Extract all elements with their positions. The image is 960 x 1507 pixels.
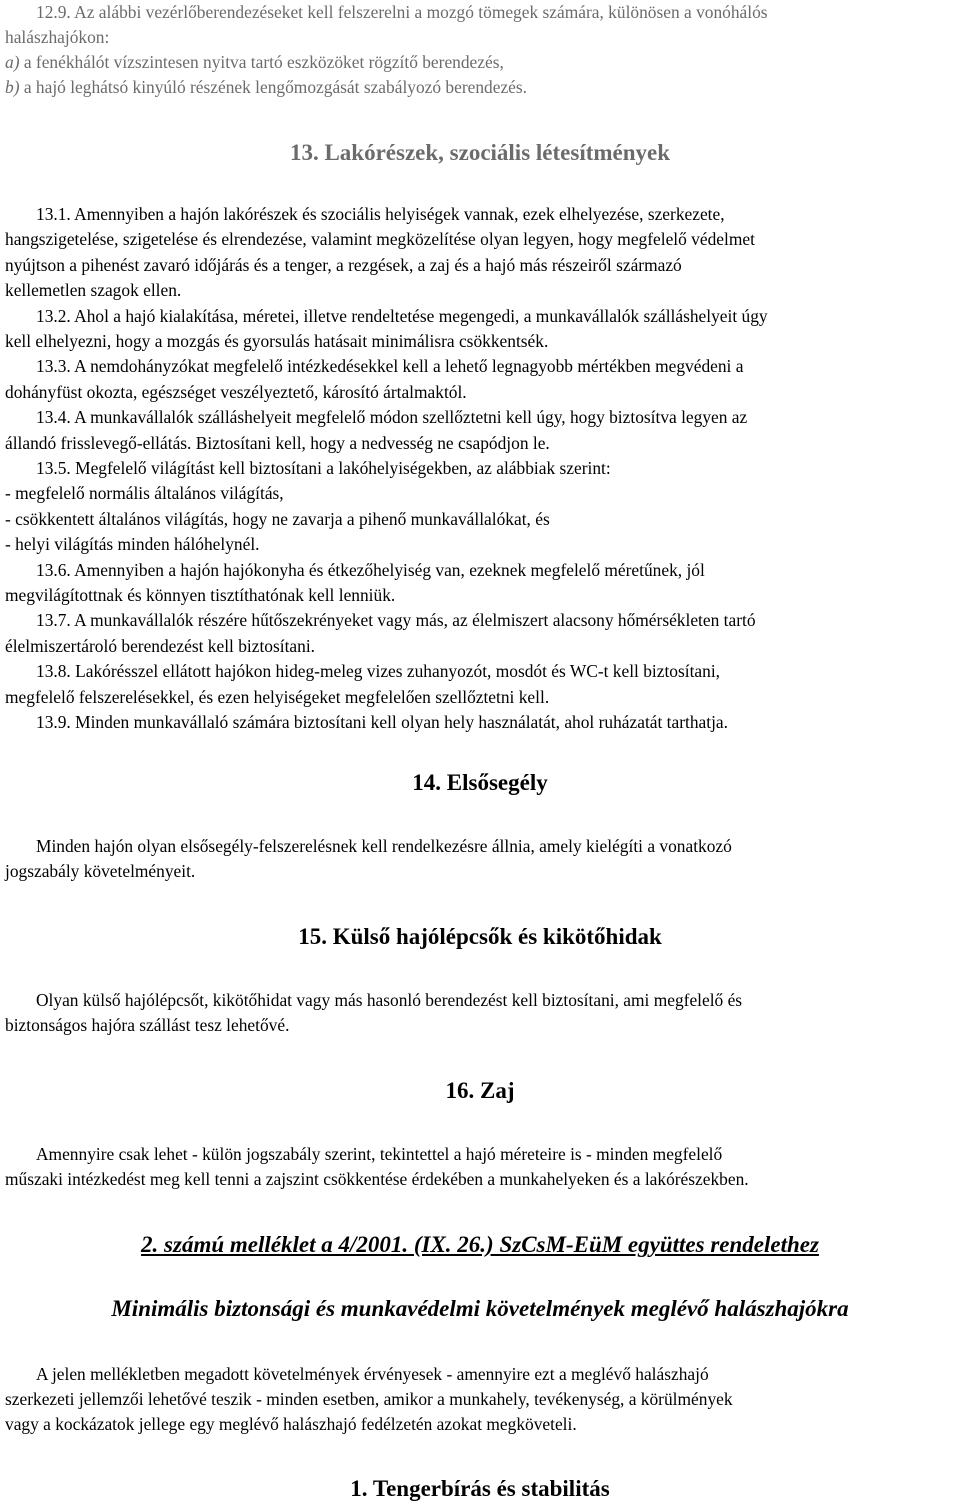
section-13-line: - csökkentett általános világítás, hogy ne zavarja a pihenő munkavállalókat, és — [5, 509, 550, 529]
section-13-line: nyújtson a pihenést zavaró időjárás és a tenger, a rezgések, a zaj és a hajó más részeiről származó — [5, 255, 682, 275]
annex-title: 2. számú melléklet a 4/2001. (IX. 26.) SzCsM-EüM együttes rendelethez — [141, 1232, 819, 1257]
list-marker-a: a) — [5, 52, 20, 72]
section-13-line: megvilágítottnak és könnyen tisztíthatónak kell lenniük. — [5, 585, 396, 605]
annex-section-1-heading: 1. Tengerbírás és stabilitás — [350, 1476, 610, 1501]
section-13-line: élelmiszertároló berendezést kell biztosítani. — [5, 636, 316, 656]
annex-line: szerkezeti jellemzői lehetővé teszik - minden esetben, amikor a munkahely, tevékenység, a körülmények — [5, 1389, 733, 1409]
section-13-line: 13.3. A nemdohányzókat megfelelő intézkedésekkel kell a lehető legnagyobb mértékben megvédeni a — [36, 356, 744, 376]
section-14-line: jogszabály követelményeit. — [5, 861, 196, 881]
section-13-line: 13.5. Megfelelő világítást kell biztosítani a lakóhelyiségekben, az alábbiak szerint: — [36, 458, 611, 478]
section-13-line: kell elhelyezni, hogy a mozgás és gyorsulás hatásait minimálisra csökkentsék. — [5, 331, 549, 351]
section-13-line: 13.6. Amennyiben a hajón hajókonyha és étkezőhelyiség van, ezeknek megfelelő méretűnek, jól — [36, 560, 705, 580]
annex-line: vagy a kockázatok jellege egy meglévő halászhajó fedélzetén azokat megköveteli. — [5, 1414, 577, 1434]
section-13-line: 13.9. Minden munkavállaló számára biztosítani kell olyan hely használatát, ahol ruházatát tarthatja. — [36, 712, 728, 732]
section-13-heading: 13. Lakórészek, szociális létesítmények — [289, 140, 671, 165]
annex-line: A jelen mellékletben megadott követelmények érvényesek - amennyire ezt a meglévő halászhajó — [36, 1364, 709, 1384]
paragraph-12-9-line-1: 12.9. Az alábbi vezérlőberendezéseket kell felszerelni a mozgó tömegek számára, különösen a vonóhálós — [36, 2, 768, 22]
section-13-line: megfelelő felszerelésekkel, és ezen helyiségeket megfelelően szellőztetni kell. — [5, 687, 550, 707]
section-13-line: 13.4. A munkavállalók szálláshelyeit megfelelő módon szellőztetni kell úgy, hogy biztosítva legyen az — [36, 407, 748, 427]
list-text-a: a fenékhálót vízszintesen nyitva tartó eszközöket rögzítő berendezés, — [19, 52, 504, 72]
list-text-b: a hajó leghátsó kinyúló részének lengőmozgását szabályozó berendezés. — [19, 77, 528, 97]
list-item-a — [5, 50, 504, 76]
section-13-line: dohányfüst okozta, egészséget veszélyeztető, károsító ártalmaktól. — [5, 382, 467, 402]
section-13-line: - megfelelő normális általános világítás, — [5, 483, 284, 503]
section-16-line: műszaki intézkedést meg kell tenni a zajszint csökkentése érdekében a munkahelyeken és a lakórészekben. — [5, 1169, 749, 1189]
section-14-heading: 14. Elsősegély — [412, 770, 548, 795]
section-13-line: kellemetlen szagok ellen. — [5, 280, 182, 300]
section-16-line: Amennyire csak lehet - külön jogszabály szerint, tekintettel a hajó méreteire is - minden megfelelő — [36, 1144, 723, 1164]
section-15-heading: 15. Külső hajólépcsők és kikötőhidak — [298, 924, 662, 949]
annex-subtitle: Minimális biztonsági és munkavédelmi követelmények meglévő halászhajókra — [111, 1296, 849, 1321]
section-15-line: biztonságos hajóra szállást tesz lehetővé. — [5, 1015, 290, 1035]
list-marker-b: b) — [5, 77, 20, 97]
section-13-line: 13.1. Amennyiben a hajón lakórészek és szociális helyiségek vannak, ezek elhelyezése, szerkezete, — [36, 204, 725, 224]
list-item-b — [5, 75, 527, 101]
section-13-line: hangszigetelése, szigetelése és elrendezése, valamint megközelítése olyan legyen, hogy megfelelő védelmet — [5, 229, 755, 249]
section-13-line: 13.7. A munkavállalók részére hűtőszekrényeket vagy más, az élelmiszert alacsony hőmérsékleten tartó — [36, 610, 756, 630]
section-13-line: - helyi világítás minden hálóhelynél. — [5, 534, 260, 554]
section-13-line: 13.2. Ahol a hajó kialakítása, méretei, illetve rendeltetése megengedi, a munkavállalók szálláshelyeit úgy — [36, 306, 768, 326]
section-13-line: állandó frisslevegő-ellátás. Biztosítani kell, hogy a nedvesség ne csapódjon le. — [5, 433, 550, 453]
section-14-line: Minden hajón olyan elsősegély-felszerelésnek kell rendelkezésre állnia, amely kielégíti a vonatkozó — [36, 836, 732, 856]
section-13-line: 13.8. Lakórésszel ellátott hajókon hideg-meleg vizes zuhanyozót, mosdót és WC-t kell biztosítani, — [36, 661, 721, 681]
paragraph-12-9-line-2: halászhajókon: — [5, 27, 110, 47]
section-15-line: Olyan külső hajólépcsőt, kikötőhidat vagy más hasonló berendezést kell biztosítani, ami megfelelő és — [36, 990, 743, 1010]
section-16-heading: 16. Zaj — [445, 1078, 515, 1103]
